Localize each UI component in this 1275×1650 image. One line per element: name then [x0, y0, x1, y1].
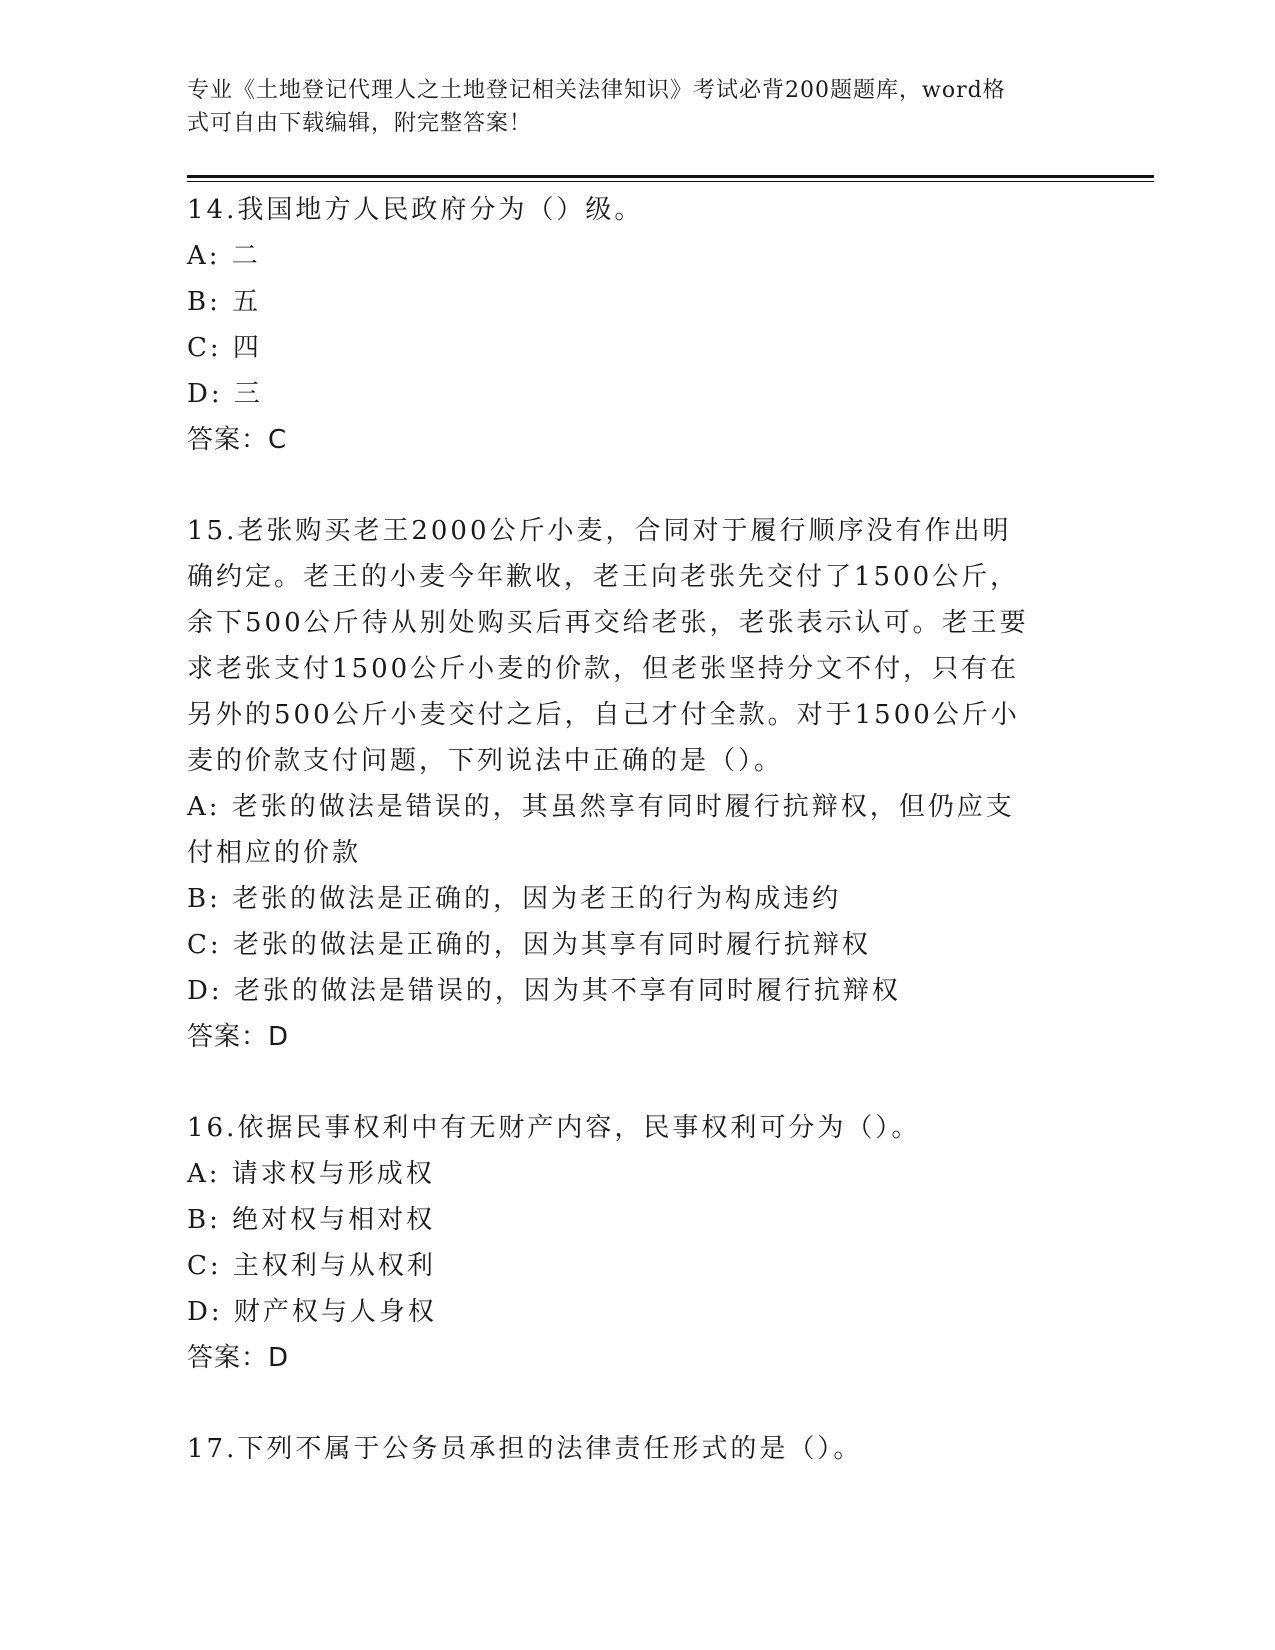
header-rule-thin	[187, 181, 1154, 182]
question-list	[187, 187, 1087, 1472]
document-header	[187, 74, 1067, 140]
option-c: C: 主权利与从权利	[187, 1251, 436, 1281]
option-b: B: 老张的做法是正确的，因为老王的行为构成违约	[187, 884, 842, 914]
option-c: C: 老张的做法是正确的，因为其享有同时履行抗辩权	[187, 930, 871, 960]
spacer	[187, 1060, 1087, 1105]
option-a: A: 老张的做法是错误的，其虽然享有同时履行抗辩权，但仍应支付相应的价款	[187, 792, 1015, 868]
question-16	[187, 1105, 1087, 1381]
option-a: A: 二	[187, 241, 261, 271]
header-rule-thick	[187, 175, 1154, 178]
question-14	[187, 187, 1087, 463]
header-line-1: 专业《土地登记代理人之土地登记相关法律知识》考试必背200题题库，word格	[187, 78, 1006, 103]
spacer	[187, 1381, 1087, 1426]
header-line-2: 式可自由下载编辑，附完整答案！	[187, 111, 533, 136]
option-d: D: 三	[187, 379, 263, 409]
answer-line: 答案：C	[187, 425, 288, 455]
question-stem: 14.我国地方人民政府分为（）级。	[187, 195, 644, 225]
question-15	[187, 508, 1087, 1060]
option-c: C: 四	[187, 333, 262, 363]
option-a: A: 请求权与形成权	[187, 1159, 435, 1189]
spacer	[187, 463, 1087, 508]
question-stem: 17.下列不属于公务员承担的法律责任形式的是（）。	[187, 1434, 863, 1464]
option-b: B: 五	[187, 287, 262, 317]
answer-line: 答案：D	[187, 1022, 290, 1052]
option-d: D: 财产权与人身权	[187, 1297, 437, 1327]
answer-line: 答案：D	[187, 1343, 290, 1373]
question-17	[187, 1426, 1087, 1472]
option-d: D: 老张的做法是错误的，因为其不享有同时履行抗辩权	[187, 976, 901, 1006]
option-b: B: 绝对权与相对权	[187, 1205, 436, 1235]
question-stem: 16.依据民事权利中有无财产内容，民事权利可分为（）。	[187, 1113, 921, 1143]
question-stem: 15.老张购买老王2000公斤小麦，合同对于履行顺序没有作出明确约定。老王的小麦今年歉收，老王向老张先交付了1500公斤，余下500公斤待从别处购买后再交给老张，老张表示认可。老王要求老张支付1500公斤小麦的价款，但老张坚持分文不付，只有在另外的500公斤小麦交付之后，自己才付全款。对于1500公斤小麦的价款支付问题，下列说法中正确的是（）。	[187, 516, 1029, 776]
